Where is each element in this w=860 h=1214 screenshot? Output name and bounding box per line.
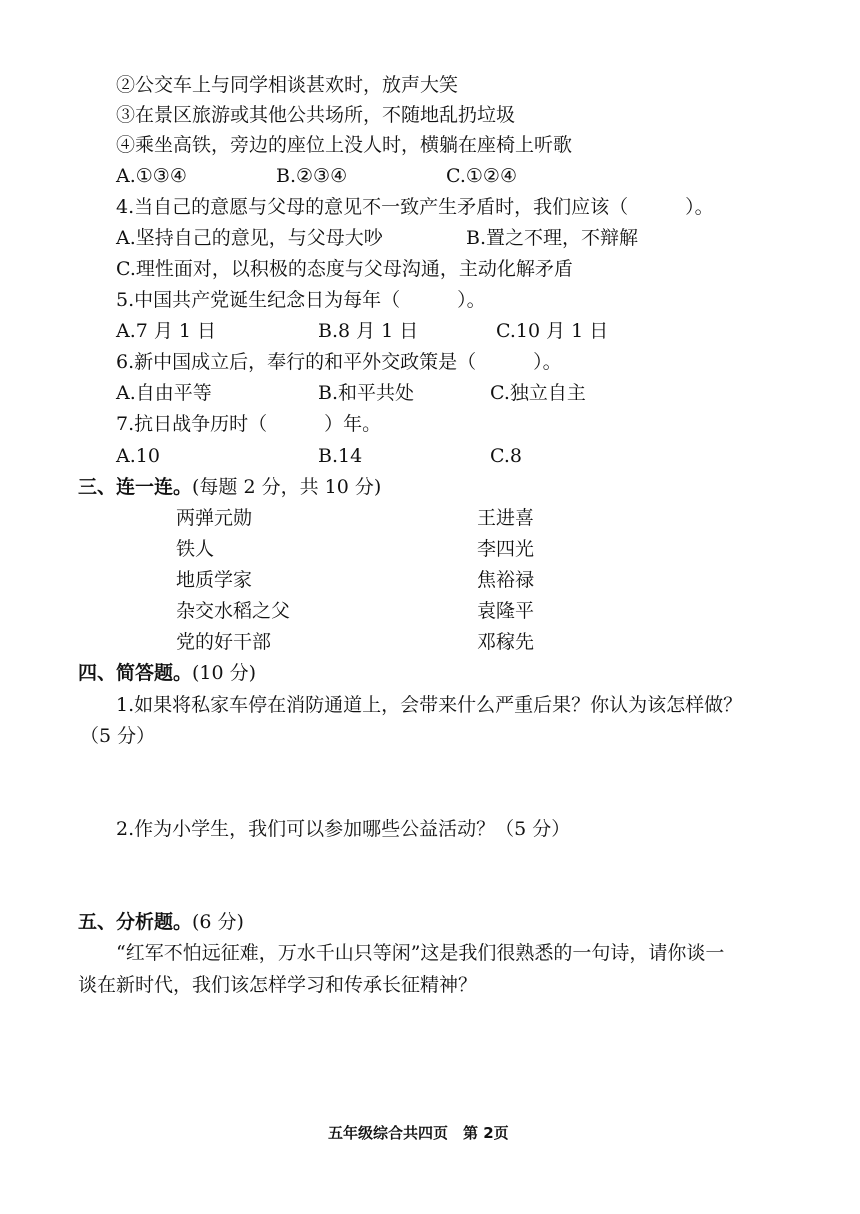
section5-line2: 谈在新时代，我们该怎样学习和传承长征精神？	[78, 974, 478, 996]
section4-score: (10 分)	[192, 662, 257, 684]
q7-option-a: A.10	[116, 445, 160, 467]
match-right-4: 袁隆平	[477, 600, 535, 622]
q7-option-c: C.8	[490, 445, 522, 467]
match-right-2: 李四光	[477, 538, 535, 560]
q4-option-a: A.坚持自己的意见，与父母大吵	[116, 227, 383, 249]
section5-heading: 五、分析题。	[78, 911, 193, 933]
q7-option-b: B.14	[318, 445, 363, 467]
section3-heading: 三、连一连。	[78, 476, 193, 498]
match-left-5: 党的好干部	[176, 631, 272, 653]
section5-line1: “红军不怕远征难，万水千山只等闲”这是我们很熟悉的一句诗，请你谈一	[116, 942, 725, 964]
page-footer: 五年级综合共四页 第 2页	[328, 1124, 509, 1142]
section3-score: (每题 2 分，共 10 分)	[192, 476, 382, 498]
q5-option-b: B.8 月 1 日	[318, 320, 419, 342]
match-left-2: 铁人	[176, 538, 215, 560]
q3-item-3: ③在景区旅游或其他公共场所，不随地乱扔垃圾	[116, 104, 516, 126]
q6-stem: 6.新中国成立后，奉行的和平外交政策是（ ）。	[116, 351, 562, 373]
match-left-4: 杂交水稻之父	[176, 600, 291, 622]
section3-title	[78, 478, 381, 497]
match-left-1: 两弹元勋	[176, 507, 253, 529]
match-right-5: 邓稼先	[477, 631, 535, 653]
q3-option-c: C.①②④	[446, 165, 517, 187]
match-right-1: 王进喜	[477, 507, 535, 529]
match-left-3: 地质学家	[176, 569, 253, 591]
q3-option-b: B.②③④	[276, 165, 348, 187]
q4-option-b: B.置之不理，不辩解	[466, 227, 639, 249]
q4-stem: 4.当自己的意愿与父母的意见不一致产生矛盾时，我们应该（ ）。	[116, 196, 714, 218]
q7-stem: 7.抗日战争历时（ ）年。	[116, 413, 382, 435]
section4-heading: 四、简答题。	[78, 662, 193, 684]
q5-stem: 5.中国共产党诞生纪念日为每年（ ）。	[116, 289, 486, 311]
q6-option-a: A.自由平等	[116, 382, 212, 404]
q3-item-4: ④乘坐高铁，旁边的座位上没人时，横躺在座椅上听歌	[116, 134, 573, 156]
q5-option-a: A.7 月 1 日	[116, 320, 217, 342]
q4-option-c: C.理性面对，以积极的态度与父母沟通，主动化解矛盾	[116, 258, 573, 280]
q3-option-a: A.①③④	[116, 165, 187, 187]
section5-title	[78, 913, 244, 932]
q6-option-b: B.和平共处	[318, 382, 415, 404]
match-right-3: 焦裕禄	[477, 569, 535, 591]
section4-q2: 2.作为小学生，我们可以参加哪些公益活动？（5 分）	[116, 818, 571, 840]
section5-score: (6 分)	[192, 911, 244, 933]
section4-title	[78, 664, 256, 683]
section4-q1-line2: （5 分）	[80, 725, 156, 747]
q6-option-c: C.独立自主	[490, 382, 586, 404]
section4-q1-line1: 1.如果将私家车停在消防通道上，会带来什么严重后果？你认为该怎样做？	[116, 694, 743, 716]
q3-item-2: ②公交车上与同学相谈甚欢时，放声大笑	[116, 74, 459, 96]
q5-option-c: C.10 月 1 日	[496, 320, 609, 342]
